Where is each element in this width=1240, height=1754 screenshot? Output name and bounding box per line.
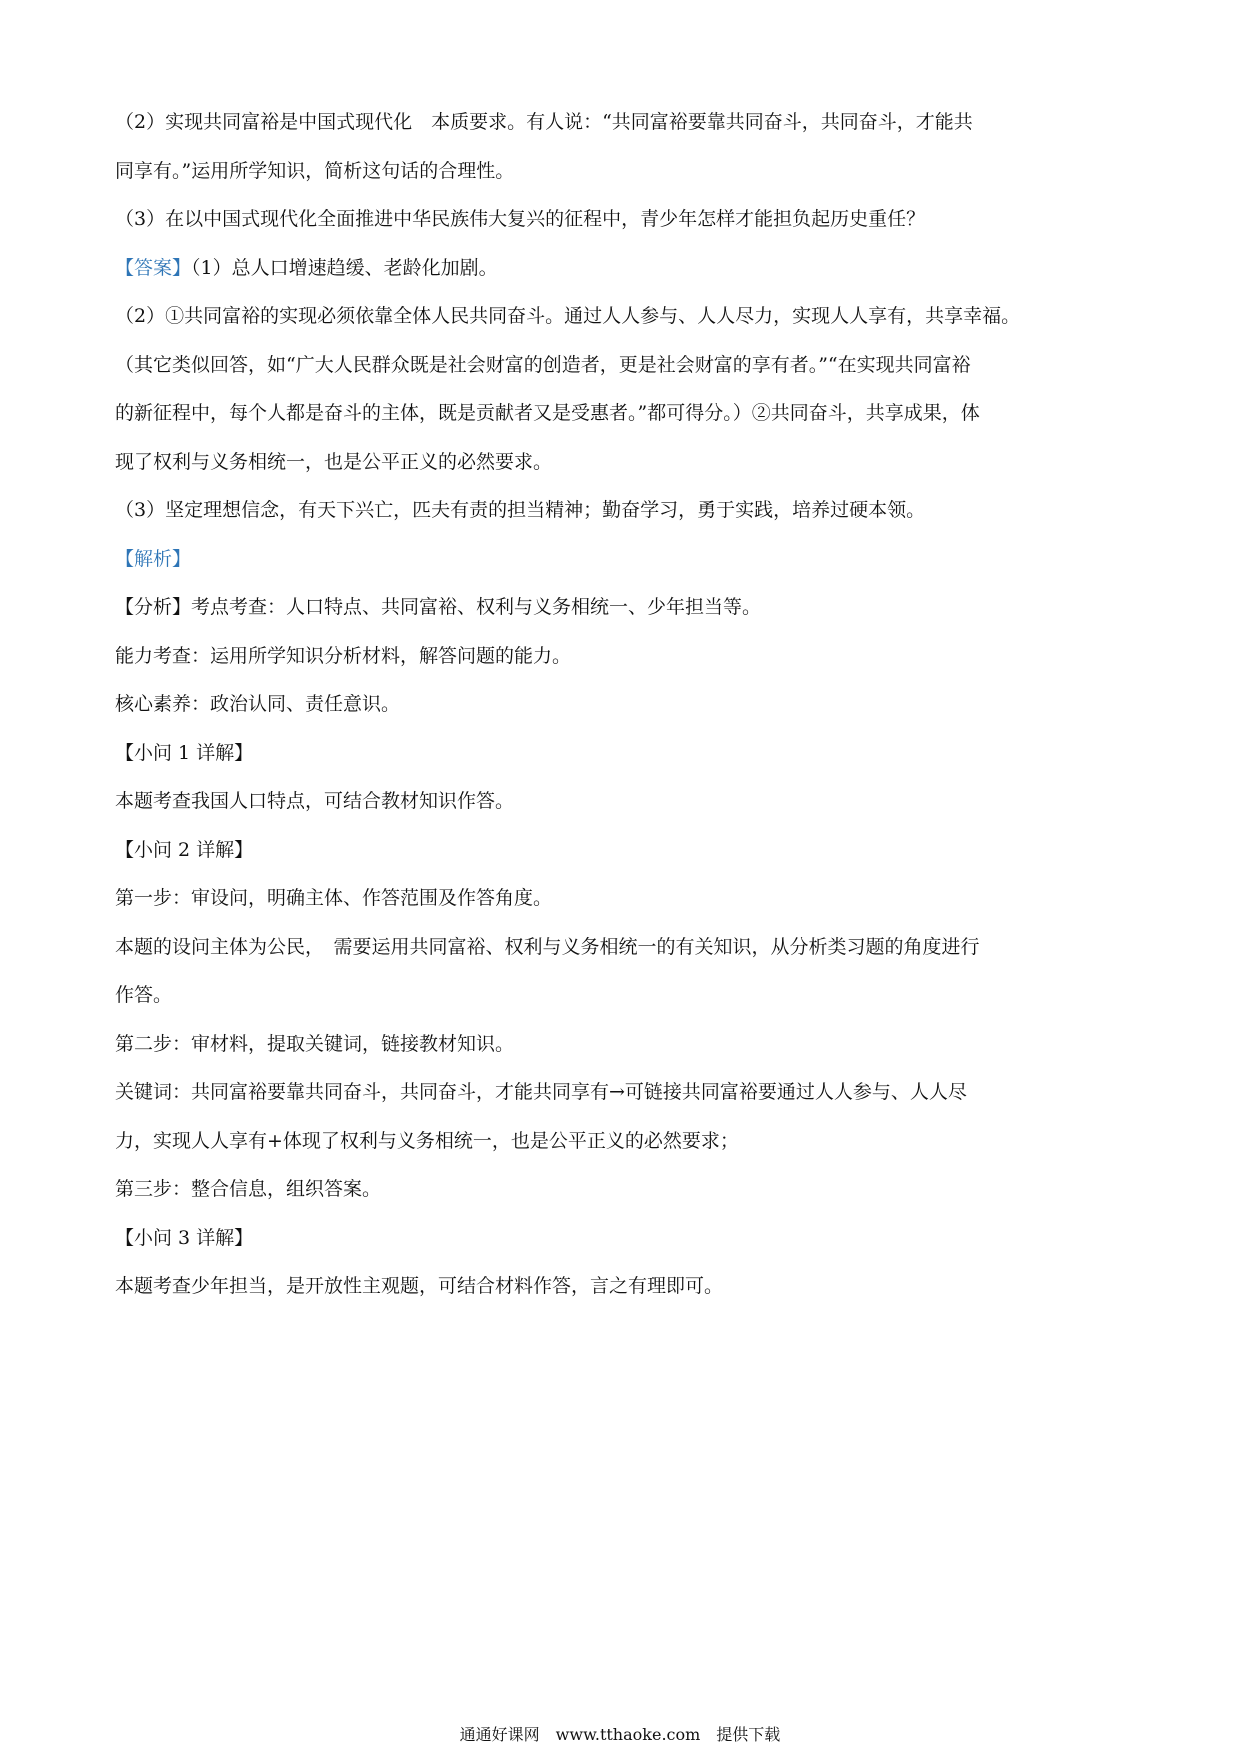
sub-question-2-step-1-text-line-1: 本题的设问主体为公民， 需要运用共同富裕、权利与义务相统一的有关知识，从分析类习题的角度进行 [115, 935, 980, 958]
sub-question-2-keywords-line-2: 力，实现人人享有+体现了权利与义务相统一，也是公平正义的必然要求； [115, 1129, 739, 1152]
answer-2-line-4: 现了权利与义务相统一，也是公平正义的必然要求。 [115, 450, 553, 473]
sub-question-3-text: 本题考查少年担当，是开放性主观题，可结合材料作答，言之有理即可。 [115, 1275, 724, 1297]
question-3-line-1: （3）在以中国式现代化全面推进中华民族伟大复兴的征程中，青少年怎样才能担负起历史重任？ [115, 208, 926, 230]
sub-question-2-step-3: 第三步：整合信息，组织答案。 [115, 1178, 382, 1200]
sub-question-1-title: 【小问 1 详解】 [115, 741, 254, 764]
sub-question-2-title: 【小问 2 详解】 [115, 838, 254, 861]
question-2-line-2: 同享有。”运用所学知识，简析这句话的合理性。 [115, 159, 515, 182]
sub-question-1-text: 本题考查我国人口特点，可结合教材知识作答。 [115, 790, 515, 812]
sub-question-2-step-2: 第二步：审材料，提取关键词，链接教材知识。 [115, 1032, 515, 1055]
answer-2-line-1: （2）①共同富裕的实现必须依靠全体人民共同奋斗。通过人人参与、人人尽力，实现人人享有，共享幸福。 [115, 305, 1021, 327]
sub-question-2-step-1: 第一步：审设问，明确主体、作答范围及作答角度。 [115, 887, 553, 909]
answer-2-line-2: （其它类似回答，如“广大人民群众既是社会财富的创造者，更是社会财富的享有者。”“在实现共同富裕 [115, 353, 971, 376]
page-footer: 通通好课网 www.tthaoke.com 提供下载 [459, 1725, 781, 1744]
answer-tag: 【答案】 [115, 256, 192, 279]
answer-1-text: （1）总人口增速趋缓、老龄化加剧。 [191, 256, 498, 279]
analysis-suyang: 核心素养：政治认同、责任意识。 [115, 693, 401, 715]
document-content [115, 98, 1135, 1311]
answer-1-line [115, 244, 1135, 293]
analysis-nengli: 能力考查：运用所学知识分析材料，解答问题的能力。 [115, 644, 572, 667]
question-2-line-1: （2）实现共同富裕是中国式现代化 本质要求。有人说：“共同富裕要靠共同奋斗，共同奋斗，才能共 [115, 111, 973, 133]
answer-2-line-3: 的新征程中，每个人都是奋斗的主体，既是贡献者又是受惠者。”都可得分。）②共同奋斗，共享成果，体 [115, 402, 980, 424]
analysis-fenxi: 【分析】考点考查：人口特点、共同富裕、权利与义务相统一、少年担当等。 [115, 596, 762, 618]
sub-question-2-keywords-line-1: 关键词：共同富裕要靠共同奋斗，共同奋斗，才能共同享有→可链接共同富裕要通过人人参与、人人尽 [115, 1081, 967, 1103]
answer-3-line: （3）坚定理想信念，有天下兴亡，匹夫有责的担当精神；勤奋学习，勇于实践，培养过硬本领。 [115, 499, 926, 521]
sub-question-2-step-1-text-line-2: 作答。 [115, 984, 173, 1006]
sub-question-3-title: 【小问 3 详解】 [115, 1226, 254, 1249]
analysis-tag: 【解析】 [115, 547, 192, 570]
